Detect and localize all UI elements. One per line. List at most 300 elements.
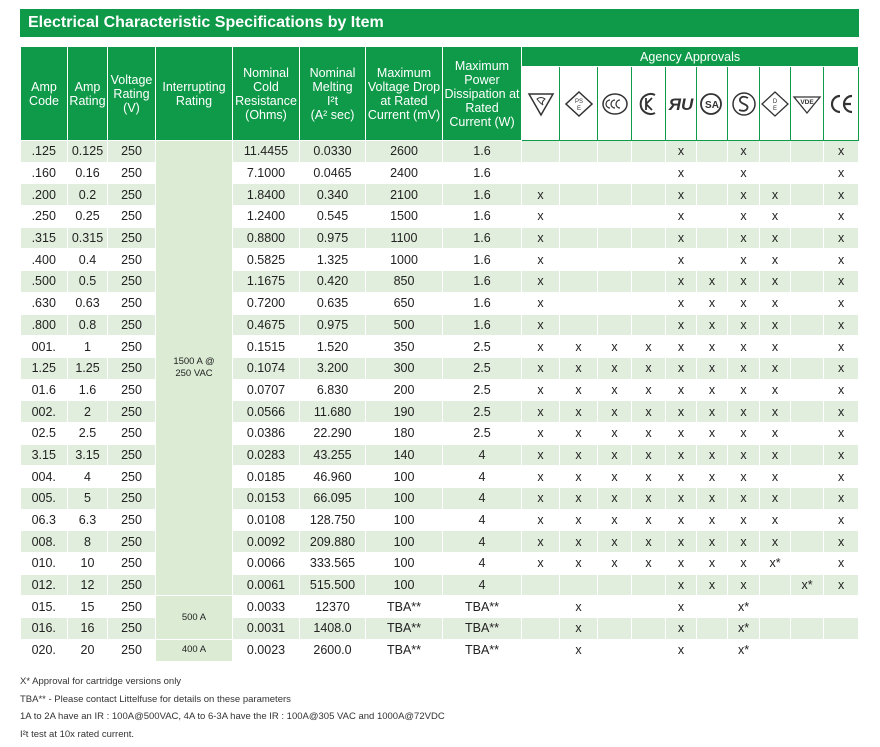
approval-cell-vde — [791, 141, 824, 163]
cold-resistance-cell: 1.1675 — [233, 271, 300, 293]
approval-cell-pse-diamond — [560, 206, 598, 228]
approval-cell-pse-triangle: x — [522, 444, 560, 466]
amp-code-cell: .400 — [21, 249, 68, 271]
amp-rating-cell: 8 — [68, 531, 108, 553]
voltage-drop-cell: 850 — [366, 271, 443, 293]
cold-resistance-cell: 0.4675 — [233, 314, 300, 336]
power-dissipation-cell: 1.6 — [443, 162, 522, 184]
melting-i2t-cell: 43.255 — [300, 444, 366, 466]
approval-cell-pse-diamond: x — [560, 401, 598, 423]
cold-resistance-cell: 0.0031 — [233, 618, 300, 640]
table-row — [21, 379, 859, 401]
header-voltage-drop: Maximum Voltage Drop at Rated Current (mV) — [366, 47, 443, 141]
spec-table-body — [21, 141, 859, 662]
amp-code-cell: 3.15 — [21, 444, 68, 466]
amp-rating-cell: 0.8 — [68, 314, 108, 336]
voltage-drop-cell: 100 — [366, 553, 443, 575]
approval-cell-pse-triangle: x — [522, 249, 560, 271]
approval-cell-pse-triangle: x — [522, 422, 560, 444]
amp-rating-cell: 2 — [68, 401, 108, 423]
approval-cell-vde — [791, 488, 824, 510]
amp-rating-cell: 16 — [68, 618, 108, 640]
voltage-rating-cell: 250 — [108, 553, 156, 575]
approval-cell-pse-triangle: x — [522, 314, 560, 336]
cold-resistance-cell: 0.0061 — [233, 574, 300, 596]
approval-cell-pse-diamond: x — [560, 357, 598, 379]
voltage-drop-cell: 2400 — [366, 162, 443, 184]
svg-text:D: D — [772, 98, 778, 105]
cold-resistance-cell: 7.1000 — [233, 162, 300, 184]
melting-i2t-cell: 0.0465 — [300, 162, 366, 184]
header-power-dissipation: Maximum Power Dissipation at Rated Current (W) — [443, 47, 522, 141]
approval-cell-csa — [697, 206, 728, 228]
approval-cell-pse-diamond — [560, 292, 598, 314]
voltage-rating-cell: 250 — [108, 162, 156, 184]
approval-cell-semko-s: x — [728, 422, 760, 444]
power-dissipation-cell: 4 — [443, 531, 522, 553]
approval-cell-ul-recognized: x — [666, 596, 697, 618]
semko-s-icon — [728, 67, 760, 141]
approval-cell-semko-s: x* — [728, 596, 760, 618]
approval-cell-vde — [791, 466, 824, 488]
table-row — [21, 401, 859, 423]
approval-cell-csa: x — [697, 314, 728, 336]
footnote-cartridge: X* Approval for cartridge versions only — [20, 676, 182, 687]
approval-cell-semko-s: x — [728, 509, 760, 531]
svg-text:SA: SA — [705, 99, 719, 111]
vde-icon — [791, 67, 824, 141]
ul-recognized-icon — [666, 67, 697, 141]
header-voltage-rating: Voltage Rating (V) — [108, 47, 156, 141]
cold-resistance-cell: 0.0092 — [233, 531, 300, 553]
cold-resistance-cell: 0.0283 — [233, 444, 300, 466]
approval-cell-ul-recognized: x — [666, 531, 697, 553]
table-row — [21, 249, 859, 271]
melting-i2t-cell: 0.545 — [300, 206, 366, 228]
approval-cell-pse-triangle: x — [522, 466, 560, 488]
amp-code-cell: 008. — [21, 531, 68, 553]
voltage-rating-cell: 250 — [108, 509, 156, 531]
approval-cell-ul-recognized: x — [666, 336, 697, 358]
melting-i2t-cell: 128.750 — [300, 509, 366, 531]
power-dissipation-cell: 2.5 — [443, 336, 522, 358]
approval-cell-ul-recognized: x — [666, 249, 697, 271]
approval-cell-ce: x — [824, 314, 859, 336]
amp-code-cell: .250 — [21, 206, 68, 228]
voltage-rating-cell: 250 — [108, 574, 156, 596]
approval-cell-pse-triangle — [522, 141, 560, 163]
approval-cell-ul-recognized: x — [666, 401, 697, 423]
svg-text:ЯU: ЯU — [668, 94, 694, 114]
amp-code-cell: 01.6 — [21, 379, 68, 401]
melting-i2t-cell: 11.680 — [300, 401, 366, 423]
amp-code-cell: .500 — [21, 271, 68, 293]
table-row — [21, 488, 859, 510]
power-dissipation-cell: 1.6 — [443, 249, 522, 271]
approval-cell-kc — [632, 184, 666, 206]
approval-cell-pse-triangle: x — [522, 379, 560, 401]
power-dissipation-cell: 2.5 — [443, 401, 522, 423]
approval-cell-pse-triangle: x — [522, 401, 560, 423]
approval-cell-ccc: x — [598, 357, 632, 379]
approval-cell-ce: x — [824, 553, 859, 575]
approval-cell-ce: x — [824, 531, 859, 553]
table-row — [21, 184, 859, 206]
table-row — [21, 227, 859, 249]
approval-cell-pse-diamond: x — [560, 531, 598, 553]
amp-rating-cell: 0.125 — [68, 141, 108, 163]
approval-cell-vde — [791, 227, 824, 249]
power-dissipation-cell: TBA** — [443, 596, 522, 618]
approval-cell-ul-recognized: x — [666, 162, 697, 184]
approval-cell-pse-triangle: x — [522, 509, 560, 531]
footnotes — [20, 673, 445, 743]
approval-cell-semko-s: x — [728, 357, 760, 379]
approval-cell-semko-s: x — [728, 184, 760, 206]
approval-cell-ce: x — [824, 184, 859, 206]
voltage-drop-cell: 200 — [366, 379, 443, 401]
approval-cell-dpe — [760, 618, 791, 640]
cold-resistance-cell: 0.0153 — [233, 488, 300, 510]
voltage-drop-cell: 100 — [366, 574, 443, 596]
approval-cell-dpe: x — [760, 466, 791, 488]
melting-i2t-cell: 6.830 — [300, 379, 366, 401]
approval-cell-pse-diamond: x — [560, 444, 598, 466]
amp-rating-cell: 0.4 — [68, 249, 108, 271]
amp-rating-cell: 2.5 — [68, 422, 108, 444]
melting-i2t-cell: 22.290 — [300, 422, 366, 444]
approval-cell-vde — [791, 596, 824, 618]
approval-cell-dpe: x — [760, 249, 791, 271]
table-row — [21, 271, 859, 293]
voltage-rating-cell: 250 — [108, 141, 156, 163]
approval-cell-ccc — [598, 596, 632, 618]
spec-table — [20, 46, 859, 662]
approval-cell-semko-s: x — [728, 379, 760, 401]
amp-rating-cell: 0.25 — [68, 206, 108, 228]
voltage-drop-cell: 100 — [366, 509, 443, 531]
approval-cell-ce: x — [824, 292, 859, 314]
approval-cell-semko-s: x — [728, 271, 760, 293]
amp-rating-cell: 6.3 — [68, 509, 108, 531]
cold-resistance-cell: 0.0707 — [233, 379, 300, 401]
approval-cell-csa: x — [697, 357, 728, 379]
approval-cell-dpe: x — [760, 314, 791, 336]
approval-cell-semko-s: x — [728, 292, 760, 314]
voltage-drop-cell: 350 — [366, 336, 443, 358]
approval-cell-ccc: x — [598, 466, 632, 488]
voltage-drop-cell: 650 — [366, 292, 443, 314]
approval-cell-vde — [791, 184, 824, 206]
power-dissipation-cell: 4 — [443, 488, 522, 510]
cold-resistance-cell: 0.5825 — [233, 249, 300, 271]
pse-triangle-icon — [522, 67, 560, 141]
power-dissipation-cell: 4 — [443, 574, 522, 596]
approval-cell-ul-recognized: x — [666, 618, 697, 640]
approval-cell-pse-triangle: x — [522, 184, 560, 206]
approval-cell-vde — [791, 162, 824, 184]
approval-cell-dpe: x — [760, 336, 791, 358]
power-dissipation-cell: 4 — [443, 553, 522, 575]
pse-diamond-icon — [560, 67, 598, 141]
approval-cell-ul-recognized: x — [666, 292, 697, 314]
power-dissipation-cell: 1.6 — [443, 206, 522, 228]
approval-cell-pse-diamond: x — [560, 553, 598, 575]
approval-cell-ce — [824, 618, 859, 640]
power-dissipation-cell: 4 — [443, 509, 522, 531]
table-row — [21, 336, 859, 358]
approval-cell-kc: x — [632, 422, 666, 444]
melting-i2t-cell: 515.500 — [300, 574, 366, 596]
amp-code-cell: 016. — [21, 618, 68, 640]
cold-resistance-cell: 0.0185 — [233, 466, 300, 488]
melting-i2t-cell: 1408.0 — [300, 618, 366, 640]
approval-cell-kc — [632, 206, 666, 228]
approval-cell-pse-diamond: x — [560, 379, 598, 401]
voltage-rating-cell: 250 — [108, 401, 156, 423]
svg-text:E: E — [576, 105, 581, 112]
amp-code-cell: .160 — [21, 162, 68, 184]
voltage-drop-cell: 500 — [366, 314, 443, 336]
approval-cell-ccc — [598, 184, 632, 206]
approval-cell-pse-diamond: x — [560, 618, 598, 640]
table-row — [21, 162, 859, 184]
approval-cell-ccc: x — [598, 444, 632, 466]
power-dissipation-cell: 1.6 — [443, 314, 522, 336]
approval-cell-csa: x — [697, 509, 728, 531]
approval-cell-kc: x — [632, 509, 666, 531]
approval-cell-pse-triangle: x — [522, 531, 560, 553]
ce-icon — [824, 67, 859, 141]
approval-cell-ul-recognized: x — [666, 314, 697, 336]
approval-cell-csa — [697, 618, 728, 640]
svg-text:VDE: VDE — [800, 98, 814, 106]
approval-cell-pse-diamond — [560, 227, 598, 249]
approval-cell-csa: x — [697, 466, 728, 488]
table-row — [21, 596, 859, 618]
approval-cell-csa: x — [697, 444, 728, 466]
approval-cell-dpe — [760, 574, 791, 596]
approval-cell-pse-diamond — [560, 271, 598, 293]
cold-resistance-cell: 0.8800 — [233, 227, 300, 249]
voltage-rating-cell: 250 — [108, 227, 156, 249]
approval-cell-csa: x — [697, 292, 728, 314]
approval-cell-csa — [697, 162, 728, 184]
approval-cell-csa: x — [697, 422, 728, 444]
melting-i2t-cell: 0.0330 — [300, 141, 366, 163]
approval-cell-ul-recognized: x — [666, 422, 697, 444]
approval-cell-csa — [697, 639, 728, 661]
voltage-rating-cell: 250 — [108, 206, 156, 228]
voltage-rating-cell: 250 — [108, 314, 156, 336]
approval-cell-ccc — [598, 314, 632, 336]
approval-cell-pse-triangle: x — [522, 336, 560, 358]
power-dissipation-cell: 2.5 — [443, 422, 522, 444]
melting-i2t-cell: 3.200 — [300, 357, 366, 379]
power-dissipation-cell: 2.5 — [443, 379, 522, 401]
approval-cell-kc: x — [632, 401, 666, 423]
amp-rating-cell: 10 — [68, 553, 108, 575]
amp-code-cell: 004. — [21, 466, 68, 488]
approval-cell-ce: x — [824, 206, 859, 228]
amp-rating-cell: 4 — [68, 466, 108, 488]
melting-i2t-cell: 0.340 — [300, 184, 366, 206]
approval-cell-ul-recognized: x — [666, 639, 697, 661]
voltage-rating-cell: 250 — [108, 466, 156, 488]
approval-cell-csa: x — [697, 553, 728, 575]
voltage-drop-cell: TBA** — [366, 596, 443, 618]
melting-i2t-cell: 1.325 — [300, 249, 366, 271]
approval-cell-vde — [791, 509, 824, 531]
approval-cell-semko-s: x — [728, 249, 760, 271]
approval-cell-dpe — [760, 596, 791, 618]
interrupting-rating-cell: 400 A — [156, 639, 233, 661]
interrupting-rating-cell: 1500 A @ 250 VAC — [156, 141, 233, 596]
approval-cell-ccc — [598, 227, 632, 249]
voltage-drop-cell: 300 — [366, 357, 443, 379]
melting-i2t-cell: 12370 — [300, 596, 366, 618]
approval-cell-ccc: x — [598, 336, 632, 358]
approval-cell-csa: x — [697, 488, 728, 510]
amp-rating-cell: 0.5 — [68, 271, 108, 293]
amp-code-cell: 005. — [21, 488, 68, 510]
cold-resistance-cell: 0.7200 — [233, 292, 300, 314]
approval-cell-kc — [632, 162, 666, 184]
voltage-rating-cell: 250 — [108, 336, 156, 358]
approval-cell-dpe — [760, 141, 791, 163]
approval-cell-kc — [632, 596, 666, 618]
amp-rating-cell: 12 — [68, 574, 108, 596]
amp-rating-cell: 1 — [68, 336, 108, 358]
amp-code-cell: .125 — [21, 141, 68, 163]
approval-cell-ce: x — [824, 336, 859, 358]
approval-cell-dpe: x — [760, 488, 791, 510]
amp-code-cell: 002. — [21, 401, 68, 423]
table-row — [21, 574, 859, 596]
melting-i2t-cell: 46.960 — [300, 466, 366, 488]
melting-i2t-cell: 1.520 — [300, 336, 366, 358]
voltage-rating-cell: 250 — [108, 357, 156, 379]
melting-i2t-cell: 333.565 — [300, 553, 366, 575]
approval-cell-ccc — [598, 271, 632, 293]
voltage-rating-cell: 250 — [108, 531, 156, 553]
header-amp-code: Amp Code — [21, 47, 68, 141]
approval-cell-ul-recognized: x — [666, 466, 697, 488]
header-melting-i2t — [300, 47, 366, 141]
approval-cell-kc: x — [632, 531, 666, 553]
power-dissipation-cell: 1.6 — [443, 184, 522, 206]
approval-cell-vde — [791, 618, 824, 640]
voltage-rating-cell: 250 — [108, 184, 156, 206]
table-row — [21, 357, 859, 379]
approval-cell-kc: x — [632, 488, 666, 510]
approval-cell-ccc: x — [598, 509, 632, 531]
approval-cell-vde — [791, 292, 824, 314]
approval-cell-semko-s: x — [728, 444, 760, 466]
table-row — [21, 639, 859, 661]
power-dissipation-cell: TBA** — [443, 639, 522, 661]
approval-cell-csa — [697, 141, 728, 163]
approval-cell-ccc: x — [598, 379, 632, 401]
approval-cell-dpe: x — [760, 509, 791, 531]
cold-resistance-cell: 11.4455 — [233, 141, 300, 163]
amp-rating-cell: 0.2 — [68, 184, 108, 206]
approval-cell-pse-diamond — [560, 574, 598, 596]
power-dissipation-cell: 2.5 — [443, 357, 522, 379]
amp-code-cell: .200 — [21, 184, 68, 206]
melting-i2t-cell: 0.420 — [300, 271, 366, 293]
approval-cell-csa — [697, 184, 728, 206]
approval-cell-pse-diamond: x — [560, 336, 598, 358]
amp-code-cell: 012. — [21, 574, 68, 596]
approval-cell-ce: x — [824, 141, 859, 163]
approval-cell-ccc: x — [598, 553, 632, 575]
approval-cell-vde — [791, 357, 824, 379]
approval-cell-ccc — [598, 574, 632, 596]
approval-cell-semko-s: x — [728, 488, 760, 510]
approval-cell-vde — [791, 401, 824, 423]
approval-cell-vde — [791, 531, 824, 553]
approval-cell-pse-triangle — [522, 639, 560, 661]
cold-resistance-cell: 0.0386 — [233, 422, 300, 444]
approval-cell-dpe: x* — [760, 553, 791, 575]
table-row — [21, 141, 859, 163]
approval-cell-ce: x — [824, 488, 859, 510]
footnote-tba: TBA** - Please contact Littelfuse for details on these parameters — [20, 693, 291, 705]
cold-resistance-cell: 0.0066 — [233, 553, 300, 575]
amp-rating-cell: 0.63 — [68, 292, 108, 314]
voltage-drop-cell: 2600 — [366, 141, 443, 163]
approval-cell-ccc: x — [598, 531, 632, 553]
approval-cell-ce: x — [824, 379, 859, 401]
cold-resistance-cell: 0.1074 — [233, 357, 300, 379]
voltage-drop-cell: 140 — [366, 444, 443, 466]
svg-text:E: E — [772, 105, 778, 112]
approval-cell-csa: x — [697, 336, 728, 358]
power-dissipation-cell: 4 — [443, 444, 522, 466]
approval-cell-dpe: x — [760, 271, 791, 293]
approval-cell-semko-s: x — [728, 206, 760, 228]
approval-cell-ce: x — [824, 271, 859, 293]
voltage-rating-cell: 250 — [108, 271, 156, 293]
approval-cell-ce: x — [824, 574, 859, 596]
footnote-ir: 1A to 2A have an IR : 100A@500VAC, 4A to 6-3A have the IR : 100A@305 VAC and 1000A@72VDC — [20, 711, 445, 722]
approval-cell-ul-recognized: x — [666, 509, 697, 531]
cold-resistance-cell: 1.8400 — [233, 184, 300, 206]
voltage-drop-cell: TBA** — [366, 639, 443, 661]
ccc-icon — [598, 67, 632, 141]
approval-cell-pse-diamond — [560, 162, 598, 184]
approval-cell-pse-triangle — [522, 574, 560, 596]
header-melting-i2t-line2: I²t — [326, 93, 339, 108]
voltage-drop-cell: 1500 — [366, 206, 443, 228]
amp-rating-cell: 20 — [68, 639, 108, 661]
voltage-drop-cell: 1100 — [366, 227, 443, 249]
amp-code-cell: .800 — [21, 314, 68, 336]
approval-cell-vde — [791, 249, 824, 271]
voltage-rating-cell: 250 — [108, 639, 156, 661]
approval-cell-dpe — [760, 162, 791, 184]
amp-code-cell: 06.3 — [21, 509, 68, 531]
amp-code-cell: 1.25 — [21, 357, 68, 379]
table-row — [21, 292, 859, 314]
amp-code-cell: 001. — [21, 336, 68, 358]
approval-cell-kc — [632, 639, 666, 661]
approval-cell-semko-s: x — [728, 162, 760, 184]
approval-cell-vde — [791, 444, 824, 466]
approval-cell-ce — [824, 639, 859, 661]
approval-cell-kc — [632, 141, 666, 163]
